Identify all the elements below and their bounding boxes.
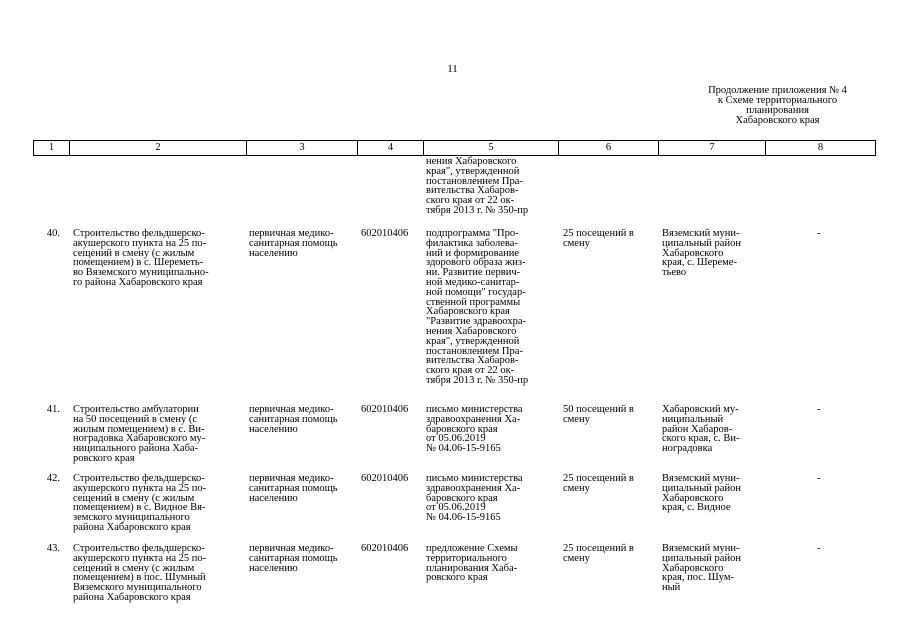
location-line: ского края, с. Ви- (662, 433, 740, 445)
location-line: Хабаровского (662, 562, 724, 574)
object-name-line: сещений в смену (с жилым (73, 492, 195, 504)
location-line: Вяземский муни- (662, 228, 740, 239)
continued-basis-line: постановлением Пра- (426, 175, 523, 187)
note-line: - (817, 543, 821, 554)
care-type (249, 544, 338, 573)
care-type-line: населению (249, 492, 298, 504)
basis-document-line: баровского края (426, 492, 498, 504)
basis-document-line: здорового образа жиз- (426, 257, 526, 269)
column-header-4: 4 (358, 141, 424, 156)
object-name-line: сещений в смену (с жилым (73, 562, 195, 574)
location-line: ный (662, 582, 681, 594)
basis-document-line: края", утвержденной (426, 335, 520, 347)
column-header-row (34, 141, 876, 156)
continued-basis-line: тября 2013 г. № 350-пр (426, 204, 529, 216)
location (662, 474, 741, 513)
care-type-line: первичная медико- (249, 543, 334, 554)
object-code-line: 602010406 (361, 543, 409, 554)
object-name (73, 474, 206, 533)
row-number (38, 544, 60, 554)
location-line: Хабаровского (662, 247, 724, 259)
object-name-line: акушерского пункта на 25 по- (73, 482, 207, 494)
object-name-line: ровского края (73, 452, 135, 464)
object-code-line: 602010406 (361, 228, 409, 239)
object-name-line: акушерского пункта на 25 по- (73, 237, 207, 249)
object-name-line: го района Хабаровского края (73, 276, 203, 288)
object-name-line: помещением) в с. Шереметь- (73, 257, 204, 269)
continued-basis-line: нения Хабаровского (426, 156, 517, 167)
object-code (361, 474, 408, 484)
note (817, 229, 821, 239)
care-type-line: санитарная помощь (249, 237, 338, 249)
care-type-line: санитарная помощь (249, 552, 338, 564)
care-type (249, 405, 338, 434)
object-name-line: во Вяземского муниципально- (73, 267, 209, 279)
care-type-line: санитарная помощь (249, 482, 338, 494)
capacity (563, 405, 634, 425)
row-number-line: 41. (46, 404, 60, 415)
capacity-line: смену (563, 552, 590, 564)
basis-document-line: Хабаровского края (426, 306, 510, 318)
appendix-note-line: Продолжение приложения № 4 (708, 85, 847, 96)
object-name-line: ноградовка Хабаровского му- (73, 433, 206, 445)
object-name-line: акушерского пункта на 25 по- (73, 552, 207, 564)
basis-document-line: ского края от 22 ок- (426, 365, 515, 377)
basis-document-line: вительства Хабаров- (426, 355, 519, 367)
location-line: Хабаровского (662, 492, 724, 504)
basis-document-line: здравоохранения Ха- (426, 482, 521, 494)
location-line: тьево (662, 267, 687, 279)
capacity-line: 25 посещений в (563, 228, 634, 239)
object-code-line: 602010406 (361, 473, 409, 484)
object-name (73, 405, 205, 464)
object-name-line: Вяземского муниципального (73, 582, 202, 594)
object-name-line: помещением) в пос. Шумный (73, 572, 206, 584)
basis-document-line: от 05.06.2019 (426, 433, 486, 445)
care-type-line: первичная медико- (249, 473, 334, 484)
basis-document (426, 544, 518, 583)
basis-document-line: постановлением Пра- (426, 345, 523, 357)
object-code (361, 544, 408, 554)
object-name-line: помещением) в с. Видное Вя- (73, 502, 206, 514)
row-number-line: 42. (46, 473, 60, 484)
object-code-line: 602010406 (361, 404, 409, 415)
basis-document-line: филактика заболева- (426, 237, 518, 249)
location (662, 405, 740, 454)
basis-document-line: письмо министерства (426, 473, 523, 484)
row-number-line: 40. (46, 228, 60, 239)
object-name-line: Строительство фельдшерско- (73, 228, 205, 239)
note (817, 544, 821, 554)
basis-document-line: ний и формирование (426, 247, 520, 259)
basis-document-line: от 05.06.2019 (426, 502, 486, 514)
appendix-note-line: к Схеме территориального (717, 95, 838, 106)
basis-document-line: ной помощи" государ- (426, 286, 526, 298)
care-type-line: первичная медико- (249, 404, 334, 415)
note-line: - (817, 473, 821, 484)
basis-document-line: предложение Схемы (426, 543, 518, 554)
object-name-line: жилым помещением) в с. Ви- (73, 423, 205, 435)
object-name-line: на 50 посещений в смену (с (73, 413, 198, 425)
object-name-line: Строительство фельдшерско- (73, 543, 205, 554)
object-name (73, 544, 206, 603)
continued-basis-line: вительства Хабаров- (426, 185, 519, 197)
row-number (38, 229, 60, 239)
basis-document-line: письмо министерства (426, 404, 523, 415)
capacity-line: смену (563, 482, 590, 494)
location-line: края, с. Шереме- (662, 257, 737, 269)
location (662, 544, 741, 593)
basis-document-line: подпрограмма "Про- (426, 228, 519, 239)
location-line: ноградовка (662, 443, 713, 455)
location-line: края, пос. Шум- (662, 572, 734, 584)
location-line: ниципальный (662, 413, 724, 425)
object-name-line: района Хабаровского края (73, 521, 191, 533)
care-type-line: первичная медико- (249, 228, 334, 239)
capacity-line: 50 посещений в (563, 404, 634, 415)
column-header-6: 6 (559, 141, 659, 156)
row-number (38, 405, 60, 415)
continued-basis-line: края", утвержденной (426, 165, 520, 177)
note-line: - (817, 404, 821, 415)
object-name (73, 229, 209, 288)
basis-document-line: ни. Развитие первич- (426, 267, 521, 279)
appendix-note-line: Хабаровского края (735, 115, 820, 126)
object-name-line: Строительство амбулатории (73, 404, 199, 415)
basis-document-line: планирования Хаба- (426, 562, 518, 574)
basis-document-line: № 04.06-15-9165 (426, 443, 501, 455)
care-type-line: населению (249, 423, 298, 435)
location-line: ципальный район (662, 237, 741, 249)
object-name-line: Строительство фельдшерско- (73, 473, 205, 484)
column-header-5: 5 (424, 141, 559, 156)
note (817, 474, 821, 484)
capacity (563, 544, 634, 564)
capacity-line: смену (563, 413, 590, 425)
basis-document-line: ной медико-санитар- (426, 276, 520, 288)
basis-document-line: № 04.06-15-9165 (426, 512, 501, 524)
basis-document-line: нения Хабаровского (426, 325, 517, 337)
row-number (38, 474, 60, 484)
column-header-3: 3 (247, 141, 358, 156)
care-type-line: населению (249, 562, 298, 574)
location-line: края, с. Видное (662, 502, 731, 514)
appendix-note-line: планирования (746, 105, 809, 116)
basis-document-line: территориального (426, 552, 507, 564)
location-line: ципальный район (662, 482, 741, 494)
column-header-1: 1 (34, 141, 70, 156)
object-name-line: ниципального района Хаба- (73, 443, 199, 455)
basis-document-line: здравоохранения Ха- (426, 413, 521, 425)
capacity (563, 229, 634, 249)
continued-basis-line: ского края от 22 ок- (426, 195, 515, 207)
note-line: - (817, 228, 821, 239)
care-type (249, 229, 338, 258)
column-header-table (33, 140, 876, 156)
column-header-7: 7 (659, 141, 766, 156)
capacity-line: смену (563, 237, 590, 249)
page-number: 11 (447, 63, 458, 75)
basis-document-line: "Развитие здравоохра- (426, 316, 526, 328)
location-line: район Хабаров- (662, 423, 733, 435)
location (662, 229, 741, 278)
row-number-line: 43. (46, 543, 60, 554)
capacity-line: 25 посещений в (563, 473, 634, 484)
basis-document-line: тября 2013 г. № 350-пр (426, 374, 529, 386)
basis-document-line: баровского края (426, 423, 498, 435)
basis-document (426, 229, 528, 386)
column-header-2: 2 (70, 141, 247, 156)
basis-document-line: ственной программы (426, 296, 521, 308)
object-name-line: земского муниципального (73, 512, 190, 524)
location-line: Вяземский муни- (662, 543, 740, 554)
care-type-line: санитарная помощь (249, 413, 338, 425)
location-line: ципальный район (662, 552, 741, 564)
appendix-note (690, 86, 865, 126)
capacity (563, 474, 634, 494)
note (817, 405, 821, 415)
care-type-line: населению (249, 247, 298, 259)
continued-basis-text (426, 157, 528, 216)
object-code (361, 229, 408, 239)
column-header-8: 8 (766, 141, 876, 156)
object-code (361, 405, 408, 415)
capacity-line: 25 посещений в (563, 543, 634, 554)
basis-document (426, 474, 523, 523)
basis-document (426, 405, 523, 454)
object-name-line: сещений в смену (с жилым (73, 247, 195, 259)
location-line: Хабаровский му- (662, 404, 739, 415)
object-name-line: района Хабаровского края (73, 591, 191, 603)
location-line: Вяземский муни- (662, 473, 740, 484)
basis-document-line: ровского края (426, 572, 488, 584)
care-type (249, 474, 338, 503)
